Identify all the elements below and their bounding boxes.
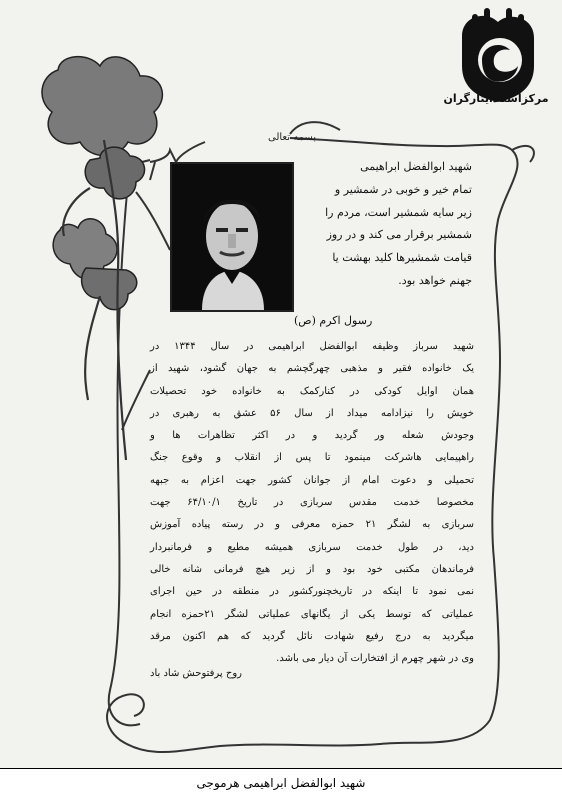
bio-line: مخصوصا خدمت مقدس سربازی در تاریخ ۶۴/۱۰/۱ جهت [150, 497, 474, 509]
bio-line: سربازی به لشگر ۲۱ حمزه معرفی و در رسته پیاده آموزش [150, 519, 475, 531]
quote-block [296, 156, 472, 293]
closing-line: روح پرفتوحش شاد باد [150, 668, 243, 679]
portrait-photo-icon [172, 164, 292, 310]
bio-line: فرماندهان مکتبی خود بود و از زیر هیچ فرمانی شانه خالی [150, 563, 474, 575]
bio-line: راهپیمایی هاشرکت مینمود تا پس از انقلاب و وقوع جنگ [150, 452, 474, 464]
quote-line: تمام خیر و خوبی در شمشیر و [334, 182, 472, 196]
biography-paragraph [150, 336, 474, 670]
bio-line: تحمیلی و دعوت امام از جوانان کشور جهت اعزام به جبهه [150, 474, 474, 486]
basmala-heading: بسمه تعالی [268, 132, 317, 143]
quote-line: شهید ابوالفضل ابراهیمی [360, 160, 472, 173]
quote-line: شمشیر برقرار می کند و در روز [326, 228, 472, 242]
quote-line: قیامت شمشیرها کلید بهشت یا [332, 251, 472, 265]
bio-line: شهید سرباز وظیفه ابوالفضل ابراهیمی در سال ۱۳۴۴ در [150, 341, 474, 352]
quote-line: جهنم خواهد بود. [398, 273, 472, 287]
bio-line: همان اوایل کودکی در کنارکمک به خانواده خود تحصیلات [150, 385, 474, 397]
bio-line: وجودش شعله ور گردید و در اکثر تظاهرات ها و [150, 430, 474, 442]
bio-line: نمی نمود تا اینکه در تاریخچنورکشور در منطقه در حین اجرای [150, 586, 474, 598]
image-caption: شهید ابوالفضل ابراهیمی هرموجی [196, 776, 366, 790]
bio-line: خویش را نیزادامه میداد از سال ۵۶ عشق به رهبری در [150, 407, 474, 419]
bio-line: دید، در طول خدمت سربازی همیشه مطیع و فرمانبردار [150, 541, 474, 553]
quote-line: زیر سایه شمشیر است، مردم را [325, 205, 472, 219]
bio-line: میگردید به درج رفیع شهادت نائل گردید که هم اکنون مرقد [150, 630, 474, 642]
bio-line: وی در شهر چهرم از افتخارات آن دیار می باشد. [276, 653, 474, 665]
logo-wordmark: مرکزاسنادایثارگران [443, 92, 549, 105]
quote-source: رسول اکرم (ص) [294, 314, 373, 327]
bio-line: یک خانواده فقیر و مذهبی چهرگچشم به جهان گشود، شهید از [150, 363, 474, 375]
bio-line: عملیاتی که توسط یکی از یگانهای عملیاتی لشگر ۲۱حمزه انجام [150, 608, 475, 620]
martyr-portrait [170, 162, 294, 312]
